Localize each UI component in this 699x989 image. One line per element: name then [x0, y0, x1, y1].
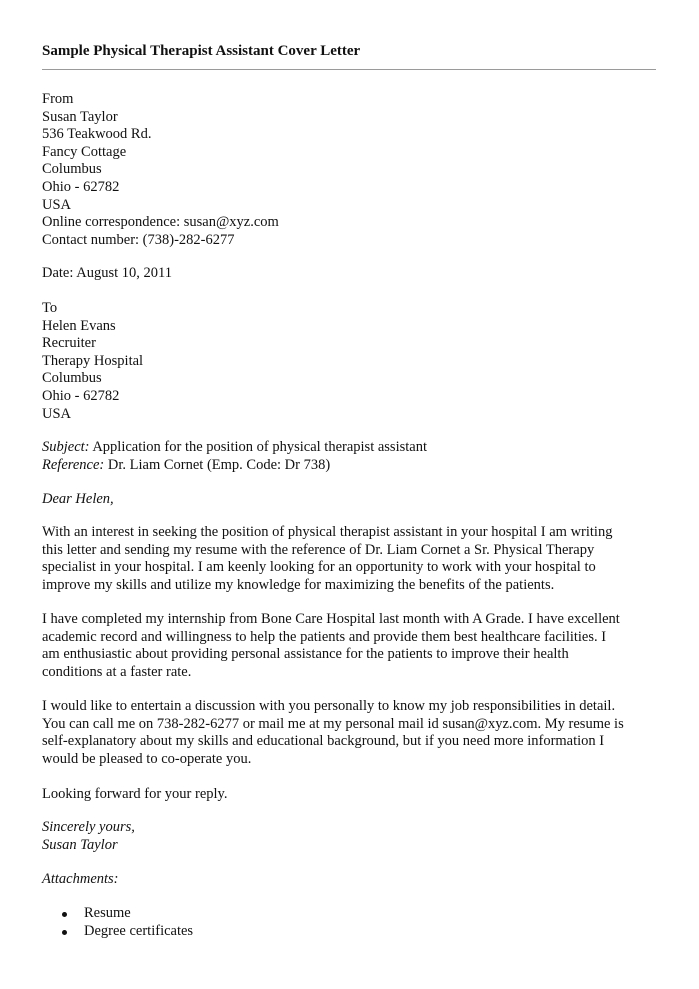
attachments-heading: [42, 871, 662, 889]
signature-name: Susan Taylor: [42, 836, 118, 853]
salutation-text: Dear Helen,: [42, 491, 114, 507]
paragraph-experience: [42, 611, 660, 681]
paragraph-line: conditions at a faster rate.: [42, 663, 192, 680]
subject-reference-block: [42, 439, 662, 474]
sender-city: Columbus: [42, 161, 102, 178]
paragraph-line: academic record and willingness to help the patients and provide them best healthcare facilities. I: [42, 628, 607, 645]
recipient-organization: Therapy Hospital: [42, 352, 144, 369]
attachment-label: Degree certificates: [84, 922, 194, 939]
recipient-name: Helen Evans: [42, 317, 116, 334]
paragraph-line: improve my skills and utilize my knowledge for maximizing the benefits of the patients.: [42, 576, 555, 593]
reference-label: Reference:: [42, 456, 105, 473]
subject-line: [42, 439, 662, 457]
title-divider: [42, 69, 656, 70]
letter-date: [42, 265, 662, 283]
recipient-title: Recruiter: [42, 335, 96, 352]
paragraph-line: With an interest in seeking the position of physical therapist assistant in your hospital I am writing: [42, 524, 613, 540]
attachments-list: [62, 905, 193, 940]
paragraph-contact: [42, 698, 660, 768]
paragraph-line: You can call me on 738-282-6277 or mail me at my personal mail id susan@xyz.com. My resume is: [42, 715, 624, 732]
paragraph-line: am enthusiastic about providing personal assistance for the patients to improve their health: [42, 646, 569, 663]
sender-name: Susan Taylor: [42, 108, 118, 125]
sender-state-zip: Ohio - 62782: [42, 178, 120, 195]
paragraph-line: I would like to entertain a discussion with you personally to know my job responsibilities in detail.: [42, 698, 616, 714]
document-title: Sample Physical Therapist Assistant Cover Letter: [42, 43, 361, 59]
from-label: From: [42, 91, 74, 107]
sender-locality: Fancy Cottage: [42, 143, 127, 160]
sender-email: Online correspondence: susan@xyz.com: [42, 214, 279, 231]
signature-block: [42, 819, 662, 854]
sender-phone: Contact number: (738)-282-6277: [42, 231, 235, 248]
paragraph-line: self-explanatory about my skills and educational background, but if you need more information I: [42, 733, 605, 750]
recipient-country: USA: [42, 405, 72, 422]
attachment-label: Resume: [84, 905, 131, 921]
subject-label: Subject:: [42, 439, 90, 455]
to-label: To: [42, 300, 58, 316]
closing-line: [42, 786, 662, 804]
paragraph-line: would be pleased to co-operate you.: [42, 750, 252, 767]
recipient-address-block: [42, 300, 662, 423]
paragraph-line: this letter and sending my resume with the reference of Dr. Liam Cornet a Sr. Physical Therapy: [42, 541, 595, 558]
paragraph-line: I have completed my internship from Bone Care Hospital last month with A Grade. I have excellent: [42, 611, 620, 627]
recipient-state-zip: Ohio - 62782: [42, 387, 120, 404]
subject-text: Application for the position of physical therapist assistant: [89, 439, 427, 455]
sender-street: 536 Teakwood Rd.: [42, 126, 152, 143]
attachments-label: Attachments:: [42, 871, 119, 887]
sign-off: Sincerely yours,: [42, 819, 135, 835]
list-item: [62, 905, 193, 923]
paragraph-line: specialist in your hospital. I am keenly looking for an opportunity to work with your hospital to: [42, 559, 596, 576]
sender-address-block: [42, 91, 662, 249]
bullet-icon: [62, 930, 67, 935]
sender-country: USA: [42, 196, 72, 213]
bullet-icon: [62, 912, 67, 917]
reference-text: Dr. Liam Cornet (Emp. Code: Dr 738): [104, 456, 331, 473]
list-item: [62, 923, 193, 941]
closing-text: Looking forward for your reply.: [42, 786, 228, 802]
date-text: Date: August 10, 2011: [42, 265, 172, 281]
reference-line: [42, 457, 662, 475]
paragraph-intro: [42, 524, 660, 594]
recipient-city: Columbus: [42, 370, 102, 387]
salutation: [42, 491, 662, 509]
